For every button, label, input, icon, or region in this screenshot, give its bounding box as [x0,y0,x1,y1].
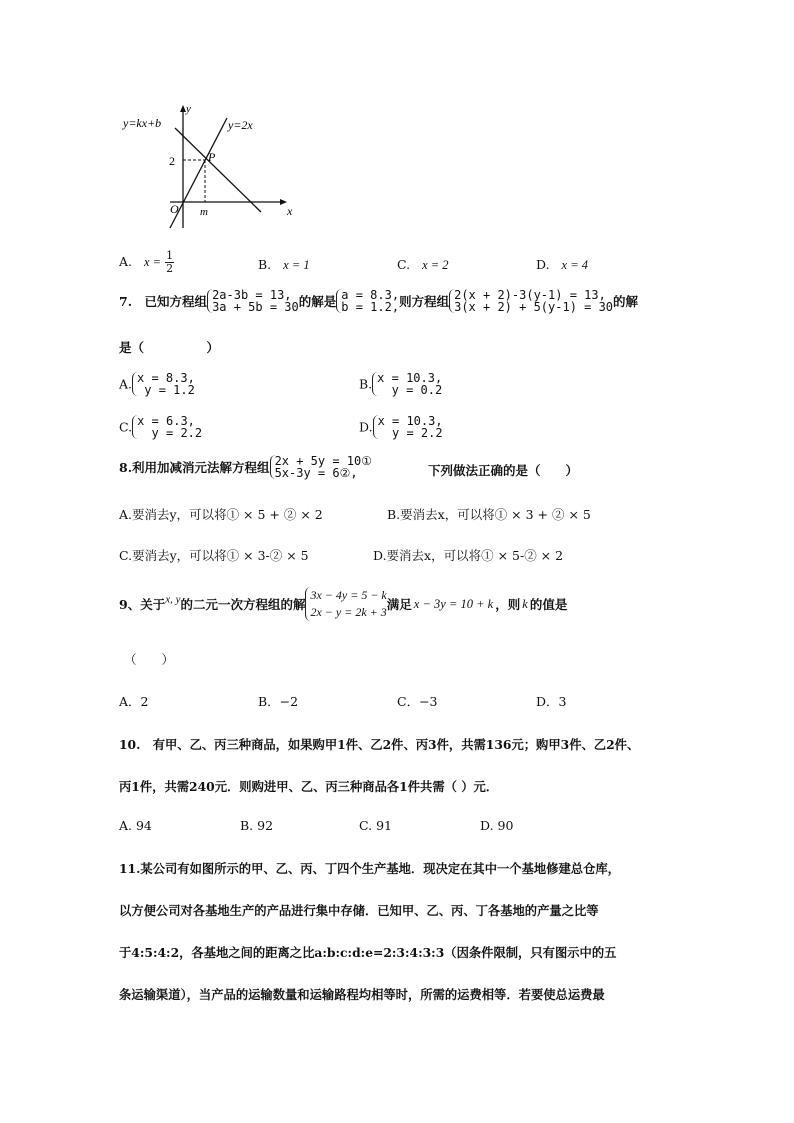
label-eq2: y=2x [228,118,253,132]
q7-option-b: B. x = 10.3, y = 0.2 [359,371,443,397]
q8-system: 2x + 5y = 10① 5x-3y = 6②, [270,455,372,479]
function-graph [115,100,315,235]
q10-option-d: D. 90 [480,818,514,833]
label-origin: O [170,202,179,216]
fraction-one-half: $\frac{1}{2}$ [166,249,174,275]
q9-paren: （ ） [124,652,175,667]
q6-option-d: D. x = 4 [536,257,589,272]
q8-option-b: B.要消去x，可以将① × 3 + ② × 5 [387,507,591,522]
q8-stem: 8.利用加减消元法解方程组 2x + 5y = 10① 5x-3y = 6②, [119,454,373,480]
q11-line4: 条运输渠道），当产品的运输数量和运输路程均相等时，所需的运费相等．若要使总运费最 [119,987,605,1002]
q6-option-b: B. x = 1 [258,257,310,272]
q8-stem-tail: 下列做法正确的是（ ） [428,463,579,478]
q7-option-a: A. x = 8.3, y = 1.2 [119,371,195,397]
q10-option-a: A. 94 [119,818,152,833]
q11-line3: 于4:5:4:2，各基地之间的距离之比a:b:c:d:e=2:3:4:3:3（因条件限制，只有图示中的五 [119,945,617,960]
q9-option-c: C．−3 [397,694,438,709]
q10-line2: 丙1件，共需240元．则购进甲、乙、丙三种商品各1件共需（ ）元． [119,779,499,794]
line-kx-b [175,128,261,212]
q7-option-d: D. x = 10.3, y = 2.2 [359,414,443,440]
q10-line1: 10. 有甲、乙、丙三种商品，如果购甲1件、乙2件、丙3件，共需136元；购甲3件、乙2件、 [119,737,640,752]
q7-solution-1: a = 8.3, b = 1.2, [336,289,399,313]
x-axis-arrow [280,199,287,205]
q9-stem: 9、关于x, y的二元一次方程组的解3x − 4y = 5 − k 2x − y = 2k + 3满足 x − 3y = 10 + k ，则 k 的值是 [119,588,568,619]
label-y-tick: 2 [169,154,175,168]
label-point: P [208,150,216,164]
q11-line2: 以方便公司对各基地生产的产品进行集中存储．已知甲、乙、丙、丁各基地的产量之比等 [119,903,599,918]
q9-option-a: A．2 [119,694,149,709]
q8-option-a: A.要消去y，可以将① × 5 + ② × 2 [119,507,323,522]
q7-option-c: C. x = 6.3, y = 2.2 [119,414,203,440]
label-eq1: y=kx+b [123,116,162,130]
q7-stem: 7. 已知方程组 2a-3b = 13, 3a + 5b = 30的解是 a = 8.3, b = 1.2,则方程组 2(x + 2)-3(y-1) = 13, 3(x + 2) + 5(y-1) = 30的解 [119,288,639,314]
q7-system-2: 2(x + 2)-3(y-1) = 13, 3(x + 2) + 5(y-1) = 30 [449,289,613,313]
q8-option-c: C.要消去y，可以将① × 3-② × 5 [119,548,309,563]
q9-option-b: B．−2 [258,694,299,709]
q8-option-d: D.要消去x，可以将① × 5-② × 2 [373,548,564,563]
label-x-axis: x [287,204,293,218]
q6-option-c: C. x = 2 [397,257,449,272]
label-x-tick: m [200,206,208,218]
q7-stem-line2: 是（ ） [119,340,220,355]
q6-option-a: A. x = $\frac{1}{2}$ [119,249,174,275]
label-y-axis: y [186,103,191,115]
q9-option-d: D．3 [536,694,567,709]
q7-system-1: 2a-3b = 13, 3a + 5b = 30 [207,289,299,313]
q11-line1: 11.某公司有如图所示的甲、乙、丙、丁四个生产基地．现决定在其中一个基地修建总仓库， [119,861,620,876]
q10-option-b: B. 92 [240,818,274,833]
q10-option-c: C. 91 [359,818,392,833]
q9-system: 3x − 4y = 5 − k 2x − y = 2k + 3 [305,587,386,621]
